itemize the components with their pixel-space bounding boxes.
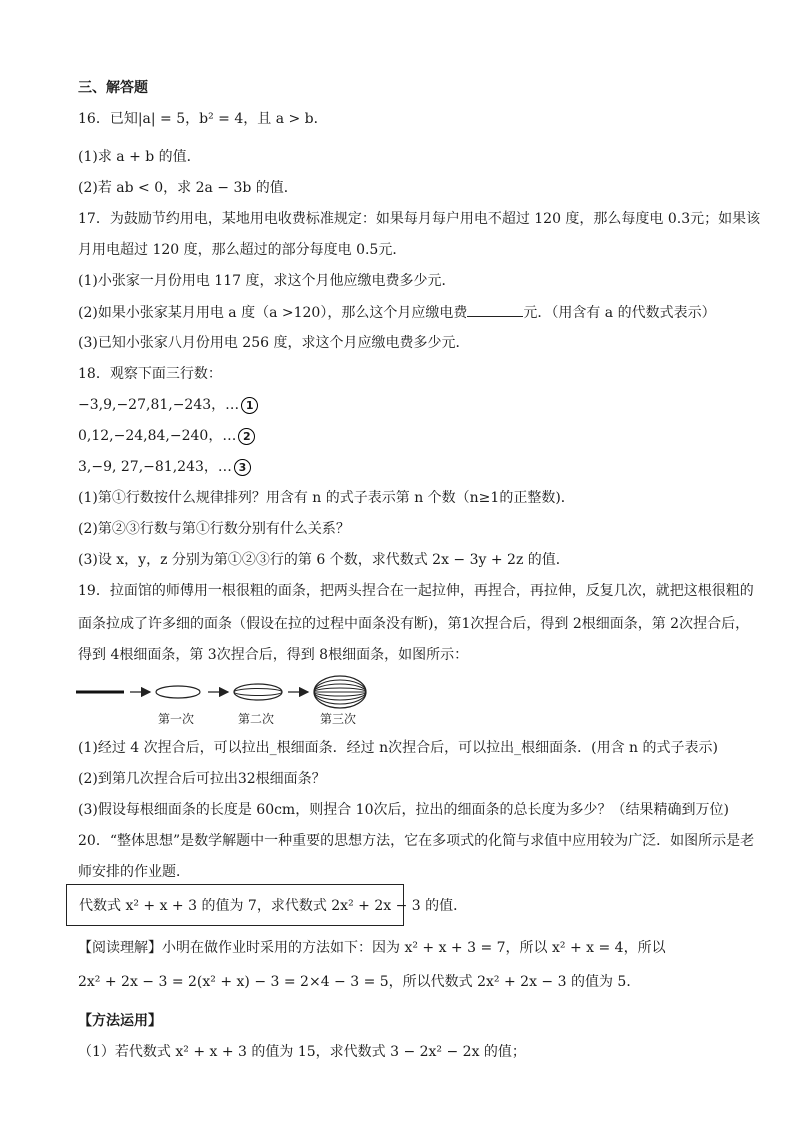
q17-part3: (3)已知小张家八月份用电 256 度，求这个月应缴电费多少元． [78, 335, 470, 351]
q18-row3-numbers: 3,−9, 27,−81,243，… [78, 459, 232, 475]
circled-number-1: 1 [241, 397, 258, 414]
stage-3-noodles [314, 676, 366, 708]
q19-part2: (2)到第几次捏合后可拉出32根细面条？ [78, 771, 326, 787]
q16-part1: (1)求 a + b 的值． [78, 149, 201, 165]
q17-part1: (1)小张家一月份用电 117 度，求这个月他应缴电费多少元． [78, 273, 456, 289]
q20-stem-line1: 20．“整体思想”是数学解题中一种重要的思想方法，它在多项式的化简与求值中应用较为广泛．如图所示是老 [78, 833, 755, 849]
homework-box-text: 代数式 x² + x + 3 的值为 7，求代数式 2x² + 2x − 3 的值． [79, 898, 468, 914]
stage-1-noodles [156, 686, 200, 698]
q16-stem: 16．已知|a| = 5，b² = 4，且 a > b． [78, 111, 328, 127]
noodle-diagram-graphic [74, 674, 374, 710]
q20-method-heading: 【方法运用】 [78, 1013, 162, 1029]
homework-box [66, 884, 468, 926]
q17-part2 [78, 302, 716, 323]
answer-blank[interactable] [467, 302, 523, 317]
q18-part1: (1)第①行数按什么规律排列？用含有 n 的式子表示第 n 个数（n≥1的正整数)． [78, 490, 575, 506]
q20-method-part1: （1）若代数式 x² + x + 3 的值为 15，求代数式 3 − 2x² − 2x 的值； [78, 1044, 526, 1060]
q19-stem-line1: 19．拉面馆的师傅用一根很粗的面条，把两头捏合在一起拉伸，再捏合，再拉伸，反复几次，就把这根很粗的 [78, 583, 754, 599]
q20-stem-line2: 师安排的作业题． [78, 864, 190, 880]
q17-stem-line1: 17．为鼓励节约用电，某地用电收费标准规定：如果每月每户用电不超过 120 度，那么每度电 0.3元；如果该 [78, 211, 761, 227]
q19-stem-line2: 面条拉成了许多细的面条（假设在拉的过程中面条没有断)，第1次捏合后，得到 2根细面条，第 2次捏合后， [78, 616, 750, 632]
q19-part3: (3)假设每根细面条的长度是 60cm，则捏合 10次后，拉出的细面条的总长度为多少？（结果精确到万位) [78, 802, 729, 818]
q20-reading-line2: 2x² + 2x − 3 = 2(x² + x) − 3 = 2×4 − 3 = 5，所以代数式 2x² + 2x − 3 的值为 5． [78, 974, 641, 990]
q17-part2-before-blank: (2)如果小张家某月用电 a 度（a >120），那么这个月应缴电费 [78, 305, 468, 321]
label-third: 第三次 [320, 712, 357, 726]
q18-stem: 18．观察下面三行数： [78, 366, 222, 382]
q16-part2: (2)若 ab < 0，求 2a − 3b 的值． [78, 180, 298, 196]
q18-row2 [78, 426, 255, 446]
q18-row1 [78, 395, 258, 415]
q20-reading-line1: 【阅读理解】小明在做作业时采用的方法如下：因为 x² + x + 3 = 7，所以 x² + x = 4，所以 [78, 940, 666, 956]
stage-2-noodles [234, 684, 282, 700]
label-second: 第二次 [238, 712, 275, 726]
section-heading: 三、解答题 [78, 80, 148, 96]
q17-stem-line2: 月用电超过 120 度，那么超过的部分每度电 0.5元． [78, 242, 407, 258]
noodle-diagram [74, 674, 374, 730]
label-first: 第一次 [158, 712, 195, 726]
q19-stem-line3: 得到 4根细面条，第 3次捏合后，得到 8根细面条，如图所示： [78, 647, 469, 663]
circled-number-3: 3 [234, 459, 251, 476]
q17-part2-after-blank: 元．（用含有 a 的代数式表示） [523, 305, 716, 321]
q19-part1: (1)经过 4 次捏合后，可以拉出_根细面条．经过 n次捏合后，可以拉出_根细面条．(用含 n 的式子表示) [78, 740, 718, 756]
q18-part2: (2)第②③行数与第①行数分别有什么关系？ [78, 521, 350, 537]
q18-row2-numbers: 0,12,−24,84,−240，… [78, 428, 237, 444]
q18-part3: (3)设 x，y，z 分别为第①②③行的第 6 个数，求代数式 2x − 3y + 2z 的值． [78, 552, 570, 568]
circled-number-2: 2 [238, 428, 255, 445]
q18-row3 [78, 457, 251, 477]
q18-row1-numbers: −3,9,−27,81,−243，… [78, 397, 240, 413]
